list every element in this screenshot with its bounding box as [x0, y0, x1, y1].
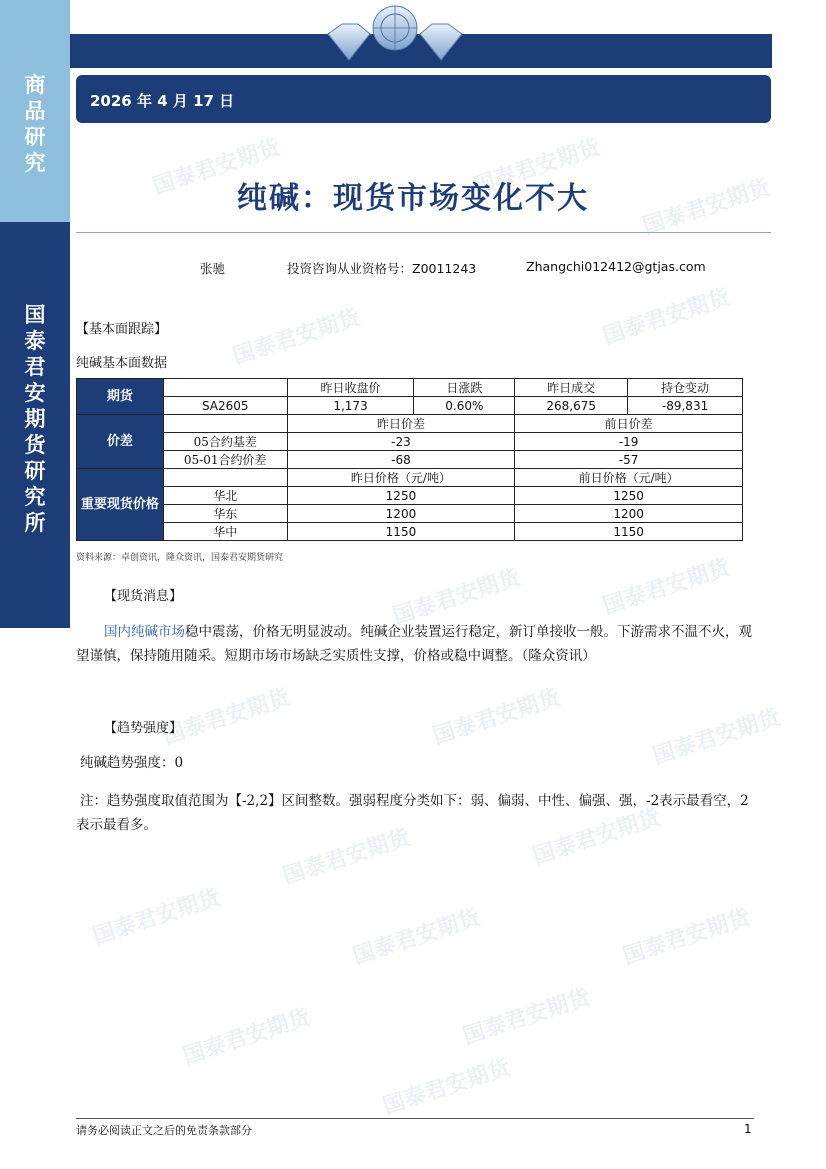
row-label: 华东	[163, 505, 287, 523]
cell-value: 1150	[287, 523, 515, 541]
column-header: 前日价差	[515, 415, 743, 433]
news-text: 稳中震荡，价格无明显波动。纯碱企业装置运行稳定，新订单接收一般。下游需求不温不火，观望谨慎，保持随用随采。短期市场市场缺乏实质性支撑，价格或稳中调整。（隆众资讯）	[76, 624, 752, 664]
sidebar-char: 君	[24, 354, 46, 379]
cell-value: 1200	[515, 505, 743, 523]
author-license: 投资咨询从业资格号：Z0011243	[287, 261, 477, 276]
sidebar-char: 泰	[24, 328, 46, 353]
cell-value: -23	[287, 433, 515, 451]
watermark: 国泰君安期货	[159, 684, 294, 750]
column-header: 日涨跌	[414, 379, 515, 397]
cell-value: -68	[287, 451, 515, 469]
sidebar-char: 安	[24, 380, 46, 405]
daily-change: 0.60%	[414, 397, 515, 415]
sidebar-char: 究	[24, 484, 46, 509]
watermark: 国泰君安期货	[599, 554, 734, 620]
watermark: 国泰君安期货	[349, 904, 484, 970]
table-row	[77, 451, 743, 469]
sidebar-char: 所	[24, 510, 46, 535]
column-header: 前日价格（元/吨）	[515, 469, 743, 487]
column-header: 昨日价差	[287, 415, 515, 433]
watermark: 国泰君安期货	[179, 1004, 314, 1070]
watermark: 国泰君安期货	[149, 134, 284, 200]
author-name: 张驰	[200, 261, 226, 276]
fundamentals-table	[76, 378, 743, 541]
oi-change: -89,831	[628, 397, 743, 415]
watermark: 国泰君安期货	[619, 904, 754, 970]
cell-value: -19	[515, 433, 743, 451]
section-fundamentals: 【基本面跟踪】	[76, 322, 168, 337]
news-paragraph	[76, 620, 754, 668]
cell-value: -57	[515, 451, 743, 469]
title-divider	[76, 232, 771, 233]
sidebar-top-label	[0, 72, 70, 176]
group-spot: 重要现货价格	[77, 469, 164, 541]
row-label: 华北	[163, 487, 287, 505]
cell-value: 1200	[287, 505, 515, 523]
trend-note: 注：趋势强度取值范围为【-2,2】区间整数。强弱程度分类如下：弱、偏弱、中性、偏强、强，-2表示最看空，2表示最看多。	[76, 793, 749, 833]
page-number: 1	[744, 1122, 752, 1136]
sidebar-char: 品	[24, 98, 46, 123]
cell-value: 1150	[515, 523, 743, 541]
sidebar-char: 货	[24, 432, 46, 457]
sidebar-char: 商	[24, 72, 46, 97]
group-spread: 价差	[77, 415, 164, 469]
watermark: 国泰君安期货	[429, 684, 564, 750]
table-row	[77, 415, 743, 433]
section-trend: 【趋势强度】	[104, 721, 183, 736]
trend-value: 纯碱趋势强度：0	[80, 755, 184, 771]
table-row	[77, 433, 743, 451]
watermark: 国泰君安期货	[459, 984, 594, 1050]
group-futures: 期货	[77, 379, 164, 415]
date-bar	[76, 75, 771, 123]
table-row	[77, 397, 743, 415]
sidebar-bottom	[0, 222, 70, 628]
watermark: 国泰君安期货	[229, 304, 364, 370]
table-row	[77, 523, 743, 541]
close-price: 1,173	[287, 397, 414, 415]
watermark: 国泰君安期货	[279, 824, 414, 890]
column-header: 持仓变动	[628, 379, 743, 397]
sidebar-char: 期	[24, 406, 46, 431]
sidebar-bottom-label	[0, 302, 70, 536]
watermark: 国泰君安期货	[89, 884, 224, 950]
news-link[interactable]: 国内纯碱市场	[104, 624, 185, 640]
table-row	[77, 487, 743, 505]
author-email[interactable]: Zhangchi012412@gtjas.com	[526, 259, 706, 274]
volume: 268,675	[515, 397, 628, 415]
sidebar-char: 研	[24, 124, 46, 149]
table-row	[77, 469, 743, 487]
row-label: 华中	[163, 523, 287, 541]
contract-code: SA2605	[163, 397, 287, 415]
row-label: 05-01合约价差	[163, 451, 287, 469]
footer-disclaimer: 请务必阅读正文之后的免责条款部分	[76, 1124, 252, 1137]
table-source: 资料来源：卓创资讯，隆众资讯，国泰君安期货研究	[76, 553, 284, 563]
table-row	[77, 379, 743, 397]
report-date: 2026 年 4 月 17 日	[90, 92, 235, 110]
sidebar-char: 研	[24, 458, 46, 483]
watermark: 国泰君安期货	[529, 804, 664, 870]
watermark: 国泰君安期货	[389, 564, 524, 630]
page-title: 纯碱：现货市场变化不大	[237, 181, 589, 216]
watermark: 国泰君安期货	[379, 1054, 514, 1120]
section-spot-news: 【现货消息】	[104, 589, 183, 604]
watermark: 国泰君安期货	[469, 134, 604, 200]
watermark: 国泰君安期货	[599, 284, 734, 350]
table-row	[77, 505, 743, 523]
table-caption: 纯碱基本面数据	[76, 356, 168, 371]
cell-value: 1250	[287, 487, 515, 505]
cell-value: 1250	[515, 487, 743, 505]
sidebar-char: 究	[24, 150, 46, 175]
column-header: 昨日价格（元/吨）	[287, 469, 515, 487]
column-header: 昨日收盘价	[287, 379, 414, 397]
sidebar-char: 国	[24, 302, 46, 327]
watermark: 国泰君安期货	[649, 704, 784, 770]
diamond-logo-icon	[320, 4, 470, 70]
watermark: 国泰君安期货	[639, 174, 774, 240]
column-header: 昨日成交	[515, 379, 628, 397]
row-label: 05合约基差	[163, 433, 287, 451]
footer-divider	[76, 1118, 754, 1119]
